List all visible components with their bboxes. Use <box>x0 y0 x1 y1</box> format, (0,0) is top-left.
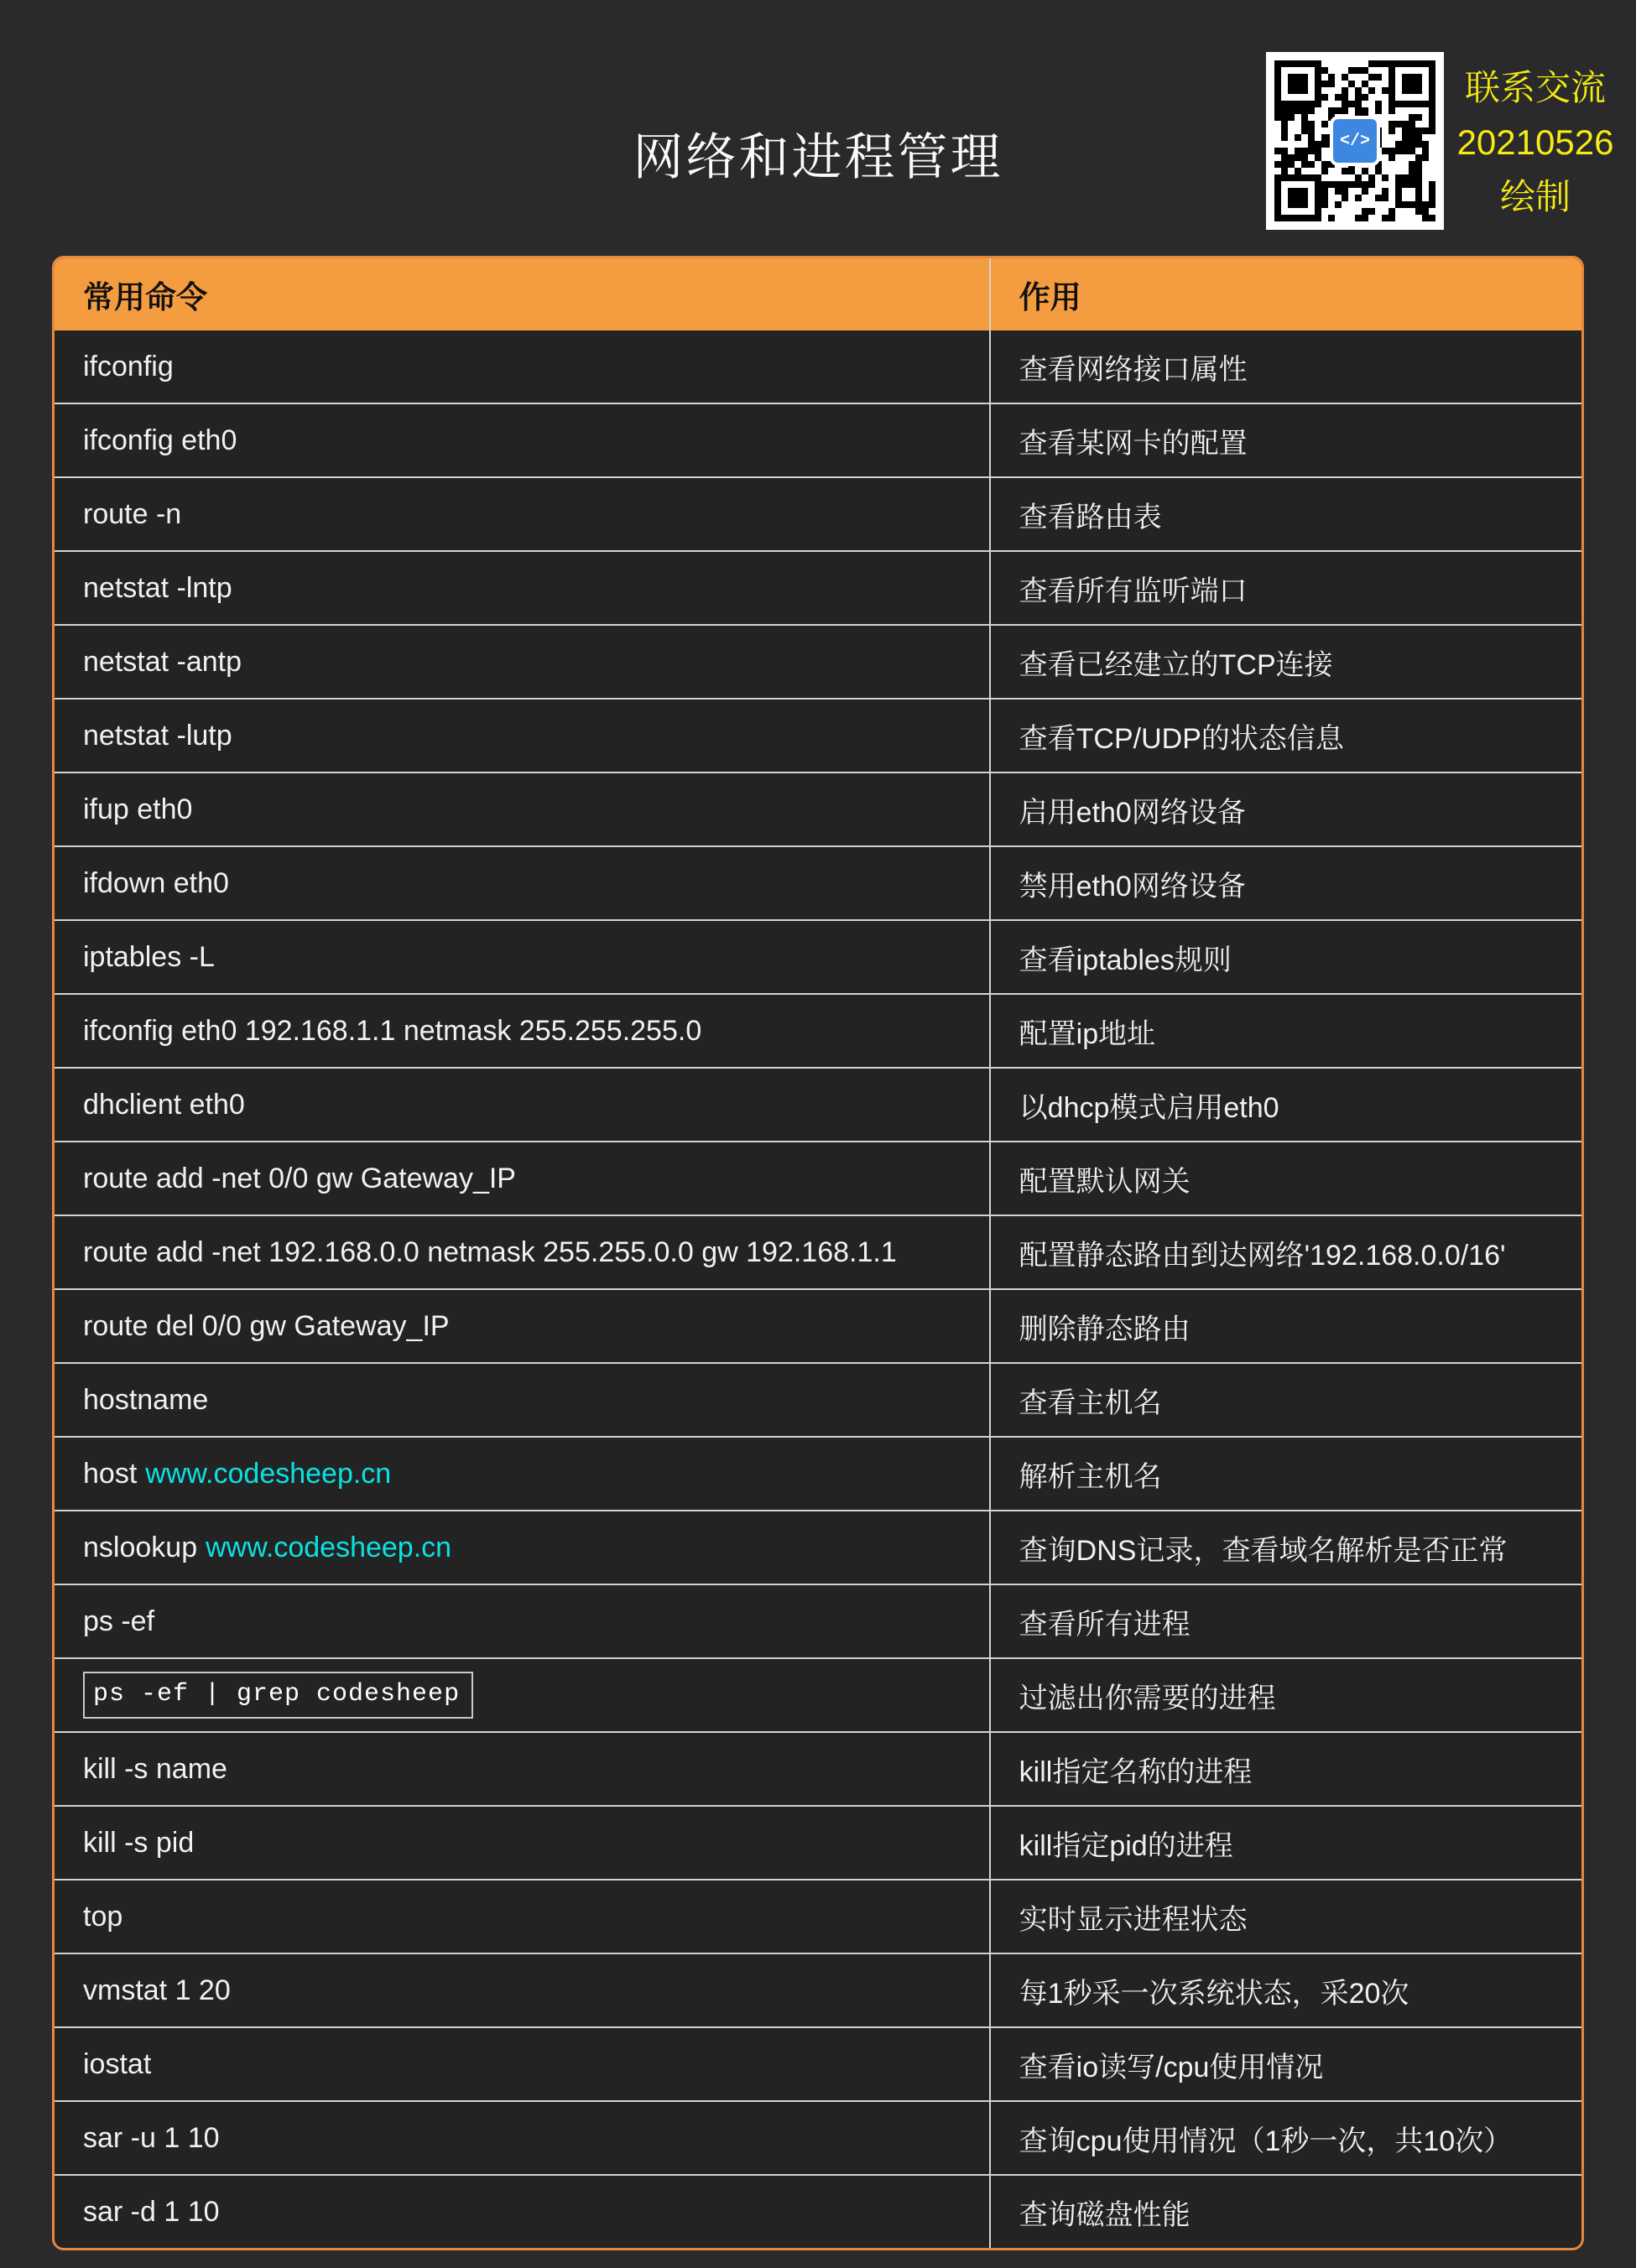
codesheep-link[interactable]: www.codesheep.cn <box>145 1457 392 1490</box>
command-cell: netstat -lutp <box>55 700 991 772</box>
description-cell: 禁用eth0网络设备 <box>1019 870 1246 903</box>
table-row <box>55 1362 1581 1436</box>
command-cell: ifdown eth0 <box>55 847 991 919</box>
command-cell: top <box>55 1880 991 1953</box>
table-row <box>55 2026 1581 2100</box>
command-cell: route -n <box>55 478 991 550</box>
table-row <box>55 2100 1581 2174</box>
description-cell: 删除静态路由 <box>1019 1313 1191 1345</box>
contact-line-2: 20210526 <box>1456 122 1614 162</box>
command-cell: ifconfig eth0 <box>55 404 991 476</box>
command-cell: kill -s pid <box>55 1807 991 1879</box>
description-cell: 查看路由表 <box>1019 501 1162 533</box>
table-row <box>55 330 1581 403</box>
command-cell: dhclient eth0 <box>55 1069 991 1141</box>
table-row <box>55 2174 1581 2248</box>
command-cell: ifconfig eth0 192.168.1.1 netmask 255.255.255.0 <box>55 995 991 1067</box>
header-command-column: 常用命令 <box>55 258 991 330</box>
description-cell: 查看已经建立的TCP连接 <box>1019 648 1333 681</box>
contact-line-3: 绘制 <box>1499 177 1571 216</box>
table-row <box>55 550 1581 624</box>
table-row <box>55 845 1581 919</box>
qr-code <box>1266 52 1444 230</box>
description-cell: kill指定pid的进程 <box>1019 1829 1233 1862</box>
table-row <box>55 919 1581 993</box>
command-cell: iptables -L <box>55 921 991 993</box>
table-header-row <box>55 258 1581 330</box>
command-cell: kill -s name <box>55 1733 991 1805</box>
command-cell: sar -d 1 10 <box>55 2176 991 2248</box>
table-row <box>55 1657 1581 1731</box>
table-row <box>55 1288 1581 1362</box>
command-cell: route add -net 192.168.0.0 netmask 255.255.0.0 gw 192.168.1.1 <box>55 1216 991 1288</box>
header-purpose-column: 作用 <box>1019 280 1081 315</box>
description-cell: 每1秒采一次系统状态，采20次 <box>1019 1977 1409 2010</box>
command-cell: netstat -antp <box>55 626 991 698</box>
contact-block <box>1456 60 1615 224</box>
table-row <box>55 624 1581 698</box>
table-row <box>55 1879 1581 1953</box>
description-cell: 配置ip地址 <box>1019 1017 1156 1050</box>
description-cell: 查看所有监听端口 <box>1019 575 1248 607</box>
table-row <box>55 1436 1581 1510</box>
table-row <box>55 772 1581 845</box>
command-cell: host www.codesheep.cn <box>55 1438 991 1510</box>
command-cell <box>55 1659 991 1731</box>
codesheep-logo-icon: </> <box>1330 116 1380 166</box>
description-cell: 查看所有进程 <box>1019 1608 1191 1641</box>
command-cell: ifconfig <box>55 330 991 403</box>
table-row <box>55 1067 1581 1141</box>
description-cell: 查看网络接口属性 <box>1019 353 1248 386</box>
table-row <box>55 1731 1581 1805</box>
table-row <box>55 1584 1581 1657</box>
description-cell: 以dhcp模式启用eth0 <box>1019 1091 1279 1124</box>
command-cell: route del 0/0 gw Gateway_IP <box>55 1290 991 1362</box>
table-row <box>55 476 1581 550</box>
description-cell: 查看iptables规则 <box>1019 944 1232 976</box>
description-cell: 查看TCP/UDP的状态信息 <box>1019 722 1344 755</box>
table-row <box>55 1953 1581 2026</box>
command-cell: sar -u 1 10 <box>55 2102 991 2174</box>
page-title: 网络和进程管理 <box>633 129 1003 185</box>
description-cell: 过滤出你需要的进程 <box>1019 1682 1276 1714</box>
command-cell: hostname <box>55 1364 991 1436</box>
command-cell: netstat -lntp <box>55 552 991 624</box>
command-cell: route add -net 0/0 gw Gateway_IP <box>55 1142 991 1215</box>
description-cell: 解析主机名 <box>1019 1460 1162 1493</box>
description-cell: 启用eth0网络设备 <box>1019 796 1246 829</box>
description-cell: 查询cpu使用情况（1秒一次，共10次） <box>1019 2125 1513 2157</box>
description-cell: 查看某网卡的配置 <box>1019 427 1248 460</box>
description-cell: 查询磁盘性能 <box>1019 2198 1191 2231</box>
table-row <box>55 1215 1581 1288</box>
contact-line-1: 联系交流 <box>1464 68 1606 107</box>
codesheep-link[interactable]: www.codesheep.cn <box>206 1531 452 1563</box>
table-row <box>55 993 1581 1067</box>
description-cell: 实时显示进程状态 <box>1019 1903 1248 1936</box>
code-box: ps -ef | grep codesheep <box>83 1672 473 1719</box>
command-cell: ps -ef <box>55 1585 991 1657</box>
table-row <box>55 698 1581 772</box>
command-cell: nslookup www.codesheep.cn <box>55 1511 991 1584</box>
command-cell: ifup eth0 <box>55 773 991 845</box>
command-cell: vmstat 1 20 <box>55 1954 991 2026</box>
table-row <box>55 1141 1581 1215</box>
description-cell: 查询DNS记录，查看域名解析是否正常 <box>1019 1534 1508 1567</box>
description-cell: 配置默认网关 <box>1019 1165 1191 1198</box>
description-cell: kill指定名称的进程 <box>1019 1756 1253 1788</box>
description-cell: 查看主机名 <box>1019 1386 1162 1419</box>
table-row <box>55 403 1581 476</box>
description-cell: 查看io读写/cpu使用情况 <box>1019 2051 1324 2083</box>
table-row <box>55 1510 1581 1584</box>
command-cell: iostat <box>55 2028 991 2100</box>
command-table <box>52 256 1584 2250</box>
description-cell: 配置静态路由到达网络'192.168.0.0/16' <box>1019 1239 1506 1272</box>
table-body <box>55 330 1581 2248</box>
table-row <box>55 1805 1581 1879</box>
